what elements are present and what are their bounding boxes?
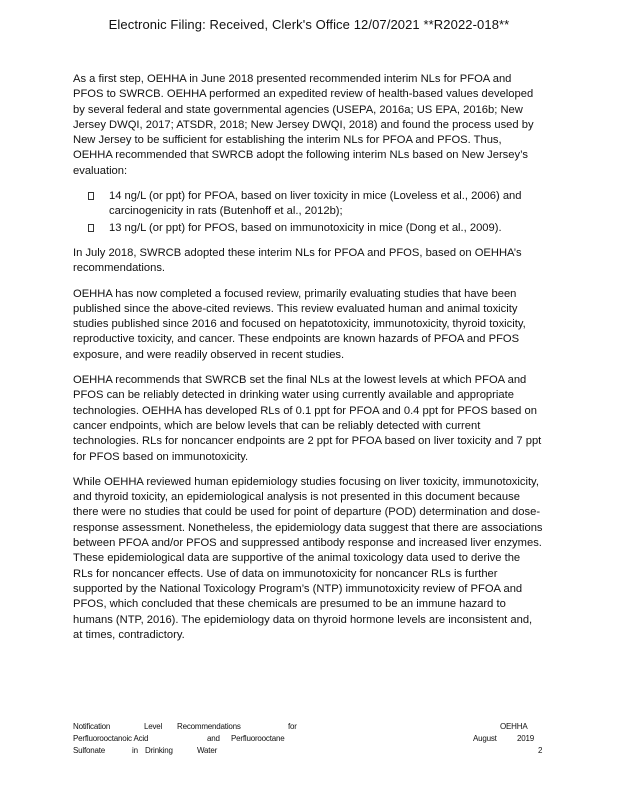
bullet-box-icon <box>88 192 94 200</box>
list-item-pfoa <box>73 189 543 220</box>
list-item-text: 14 ng/L (or ppt) for PFOA, based on liver toxicity in mice (Loveless et al., 2006) and carcinogenicity in rats (Butenhoff et al., 2012b); <box>109 190 522 218</box>
footer-word: Perfluorooctane <box>231 734 285 743</box>
interim-nl-list <box>73 189 543 236</box>
footer-row-3 <box>73 745 543 757</box>
list-item-text: 13 ng/L (or ppt) for PFOS, based on immunotoxicity in mice (Dong et al., 2009). <box>109 221 502 234</box>
footer-word: Drinking <box>145 746 173 755</box>
footer-word: Recommendations <box>177 722 241 731</box>
paragraph-adoption: In July 2018, SWRCB adopted these interim NLs for PFOA and PFOS, based on OEHHA’s recommendations. <box>73 246 522 275</box>
paragraph-intro: As a first step, OEHHA in June 2018 presented recommended interim NLs for PFOA and PFOS to SWRCB. OEHHA performed an expedited review of health-based values developed by several federal and state governmental agencies (USEPA, 2016a; US EPA, 2016b; New Jersey DWQI, 2017; ATSDR, 2018; New Jersey DWQI, 2018) and found the process used by New Jersey to be sufficient for establishing the interim NLs for PFOA and PFOS. Thus, OEHHA recommended that SWRCB adopt the following interim NLs based on New Jersey’s evaluation: <box>73 73 534 177</box>
paragraph-review: OEHHA has now completed a focused review, primarily evaluating studies that have been published since the above-cited reviews. This review evaluated human and animal toxicity studies published since 2016 and focused on hepatotoxicity, immunotoxicity, thyroid toxicity, reproductive toxicity, and cancer. These endpoints are known hazards of PFOA and PFOS exposure, and were readily observed in recent studies. <box>73 287 526 361</box>
footer-word: Level <box>144 722 163 731</box>
footer-word: 2019 <box>517 734 534 743</box>
footer-word: Notification <box>73 722 111 731</box>
footer-word: for <box>288 722 297 731</box>
footer-word: OEHHA <box>500 722 528 731</box>
footer-word: and <box>207 734 220 743</box>
footer-word: Perfluorooctanoic Acid <box>73 734 149 743</box>
footer-word: Sulfonate <box>73 746 106 755</box>
footer-word: August <box>473 734 497 743</box>
footer-word: in <box>132 746 138 755</box>
filing-header: Electronic Filing: Received, Clerk's Office 12/07/2021 **R2022-018** <box>108 17 510 32</box>
paragraph-epidemiology: While OEHHA reviewed human epidemiology studies focusing on liver toxicity, immunotoxicity, and thyroid toxicity, an epidemiological analysis is not presented in this document because there were no studies that could be used for point of departure (POD) determination and dose-response assessment. Nonetheless, the epidemiology data suggest that there are associations between PFOA and/or PFOS and suppressed antibody response and increased liver enzymes. These epidemiological data are supportive of the animal toxicology data used to derive the RLs for noncancer effects. Use of data on immunotoxicity for noncancer RLs is further supported by the National Toxicology Program’s (NTP) immunotoxicity review of PFOA and PFOS, which concluded that these chemicals are presumed to be an immune hazard to humans (NTP, 2016). The epidemiology data on thyroid hormone levels are inconsistent and, at times, contradictory. <box>73 475 543 641</box>
footer-row-1 <box>73 721 543 733</box>
bullet-box-icon <box>88 224 94 232</box>
page-number: 2 <box>538 746 543 755</box>
footer-word: Water <box>197 746 218 755</box>
footer-row-2 <box>73 733 543 745</box>
list-item-pfos <box>73 221 543 236</box>
document-body <box>73 72 543 653</box>
page-footer <box>73 721 543 757</box>
paragraph-recommendation: OEHHA recommends that SWRCB set the final NLs at the lowest levels at which PFOA and PFOS can be reliably detected in drinking water using currently available and appropriate technologies. OEHHA has developed RLs of 0.1 ppt for PFOA and 0.4 ppt for PFOS based on cancer endpoints, which are below levels that can be reliably detected with current technologies. RLs for noncancer endpoints are 2 ppt for PFOA based on liver toxicity and 7 ppt for PFOS based on immunotoxicity. <box>73 374 542 463</box>
